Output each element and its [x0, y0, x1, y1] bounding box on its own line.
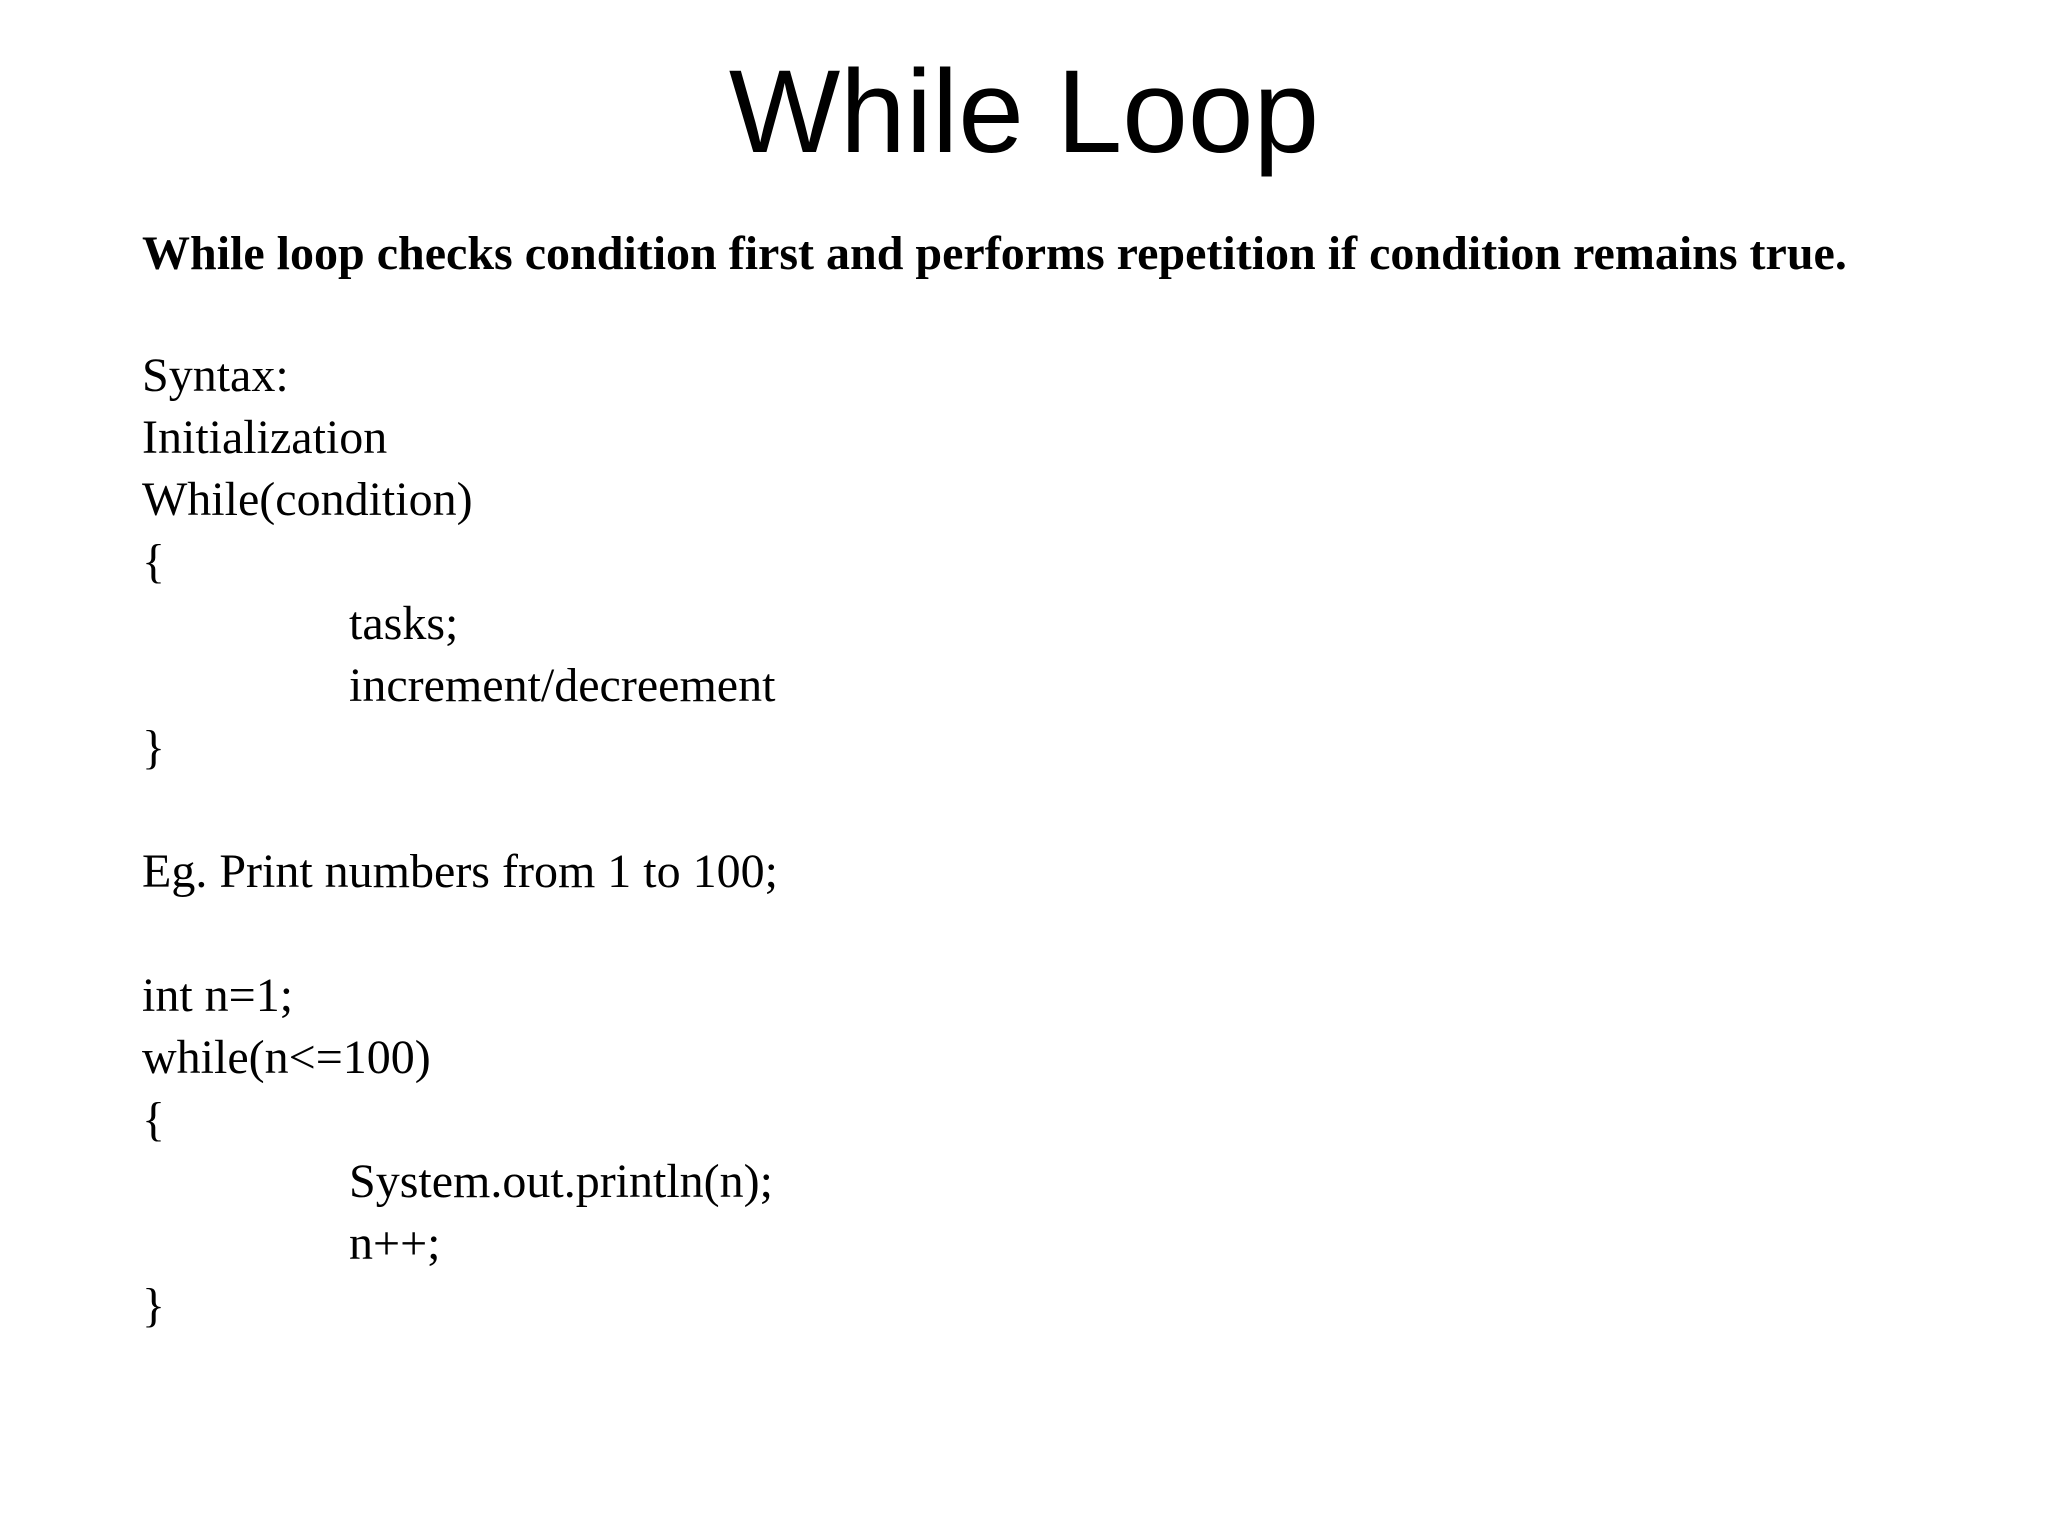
spacer [142, 285, 1942, 345]
slide-content [142, 222, 1942, 1337]
intro-text: While loop checks condition first and performs repetition if condition remains true. [142, 227, 1847, 280]
syntax-block [142, 345, 1942, 779]
example-line: System.out.println(n); [349, 1155, 773, 1208]
syntax-line: While(condition) [142, 473, 473, 526]
example-heading: Eg. Print numbers from 1 to 100; [142, 845, 778, 898]
example-line: { [142, 1093, 166, 1146]
example-line: int n=1; [142, 969, 294, 1022]
syntax-line: Initialization [142, 411, 388, 464]
example-code-block [142, 965, 1942, 1337]
syntax-line: } [142, 721, 166, 774]
syntax-line: increment/decreement [349, 659, 776, 712]
spacer [142, 779, 1942, 841]
example-line: while(n<=100) [142, 1031, 431, 1084]
example-heading-block [142, 841, 1942, 903]
spacer [142, 903, 1942, 965]
syntax-line: { [142, 535, 166, 588]
syntax-line: tasks; [349, 597, 459, 650]
example-line: n++; [349, 1217, 441, 1270]
example-line: } [142, 1279, 166, 1332]
syntax-heading: Syntax: [142, 349, 289, 402]
slide-title: While Loop [728, 46, 1320, 178]
